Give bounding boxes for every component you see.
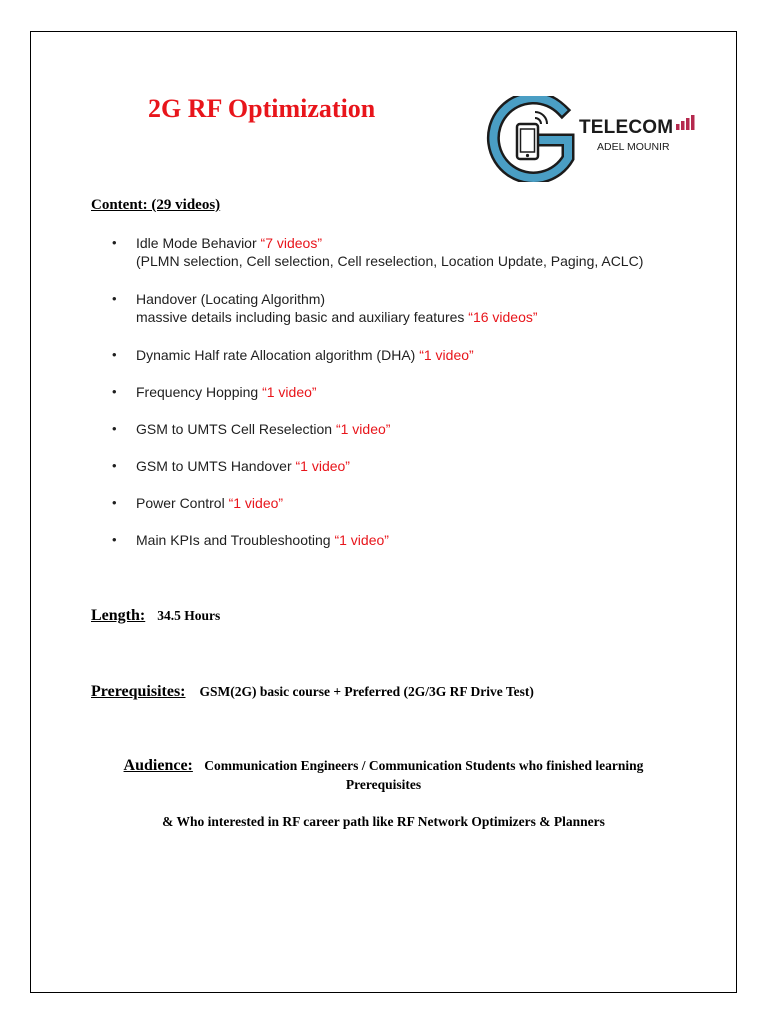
bullet-icon: • bbox=[112, 458, 117, 473]
page-title: 2G RF Optimization bbox=[148, 94, 376, 123]
video-count: “16 videos” bbox=[468, 309, 538, 325]
logo-subtitle: ADEL MOUNIR bbox=[597, 141, 670, 153]
g-phone-signal-logo-icon bbox=[493, 98, 568, 178]
list-item: • Handover (Locating Algorithm) massive details including basic and auxiliary features “16 videos” bbox=[112, 291, 538, 325]
logo-wordmark: TELECOM bbox=[579, 117, 674, 138]
prerequisites-label: Prerequisites: bbox=[91, 683, 186, 700]
bullet-icon: • bbox=[112, 291, 117, 306]
list-item: • Main KPIs and Troubleshooting “1 video” bbox=[112, 532, 389, 548]
video-count: “1 video” bbox=[262, 384, 317, 400]
video-count: “7 videos” bbox=[260, 235, 322, 251]
video-count: “1 video” bbox=[335, 421, 391, 437]
length-value: 34.5 Hours bbox=[157, 608, 221, 623]
prerequisites-row bbox=[91, 683, 534, 701]
content-heading: Content: (29 videos) bbox=[91, 197, 221, 213]
prerequisites-value: GSM(2G) basic course + Preferred (2G/3G RF Drive Test) bbox=[199, 684, 534, 699]
audience-row bbox=[30, 757, 737, 775]
length-row bbox=[91, 607, 220, 625]
signal-bars-icon bbox=[676, 115, 695, 130]
list-item: • GSM to UMTS Cell Reselection “1 video” bbox=[112, 421, 391, 437]
audience-label: Audience: bbox=[123, 757, 193, 774]
video-count: “1 video” bbox=[334, 532, 389, 548]
audience-value-continued: Prerequisites bbox=[345, 777, 422, 792]
list-item: • Power Control “1 video” bbox=[112, 495, 284, 511]
list-item: • Idle Mode Behavior “7 videos” (PLMN selection, Cell selection, Cell reselection, Location Update, Paging, ACLC) bbox=[112, 235, 644, 269]
bullet-icon: • bbox=[112, 495, 117, 510]
length-label: Length: bbox=[91, 607, 146, 624]
bullet-icon: • bbox=[112, 421, 117, 436]
audience-extra: & Who interested in RF career path like RF Network Optimizers & Planners bbox=[162, 814, 605, 829]
bullet-icon: • bbox=[112, 347, 117, 362]
bullet-icon: • bbox=[112, 384, 117, 399]
list-item: • Dynamic Half rate Allocation algorithm (DHA) “1 video” bbox=[112, 347, 474, 363]
video-count: “1 video” bbox=[419, 347, 474, 363]
bullet-icon: • bbox=[112, 532, 117, 547]
list-item: • GSM to UMTS Handover “1 video” bbox=[112, 458, 350, 474]
audience-value: Communication Engineers / Communication Students who finished learning bbox=[204, 758, 644, 773]
bullet-icon: • bbox=[112, 235, 117, 250]
list-item: • Frequency Hopping “1 video” bbox=[112, 384, 317, 400]
video-count: “1 video” bbox=[228, 495, 284, 511]
telecom-logo bbox=[484, 96, 704, 182]
video-count: “1 video” bbox=[295, 458, 350, 474]
